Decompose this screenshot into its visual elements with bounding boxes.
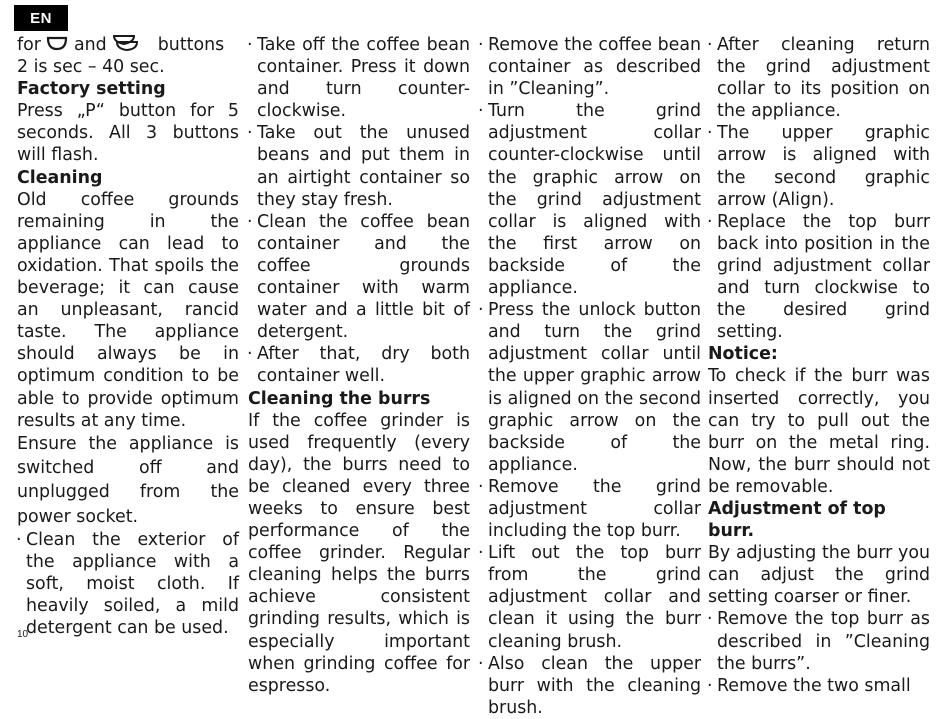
column-3 xyxy=(479,34,701,719)
text-for: for xyxy=(17,35,41,55)
list-item: · Clean the coffee bean container and the coffee grounds container with warm water and a little bit of detergent. xyxy=(248,211,470,344)
list-item: · Replace the top burr back into position in the grind adjustment collar and turn clockwise to the desired grind setting. xyxy=(708,211,930,344)
language-tab: EN xyxy=(14,5,68,31)
button-time-line xyxy=(17,34,239,56)
factory-setting-heading: Factory setting xyxy=(17,79,166,100)
factory-setting-text: Press „P“ button for 5 seconds. All 3 buttons will flash. xyxy=(17,101,239,166)
list-item: · Also clean the upper burr with the cleaning brush. xyxy=(479,653,701,719)
text-and: and xyxy=(73,35,107,55)
list-item: · Take off the coffee bean container. Press it down and turn counter-clockwise. xyxy=(248,34,470,122)
column-2 xyxy=(248,34,470,697)
list-item: · Remove the top burr as described in ”Cleaning the burrs”. xyxy=(708,608,930,674)
column-4 xyxy=(708,34,930,697)
list-item: · Remove the two small xyxy=(708,675,930,697)
list-item: · After cleaning return the grind adjustment collar to its position on the appliance. xyxy=(708,34,930,122)
list-item: · The upper graphic arrow is aligned with the second graphic arrow (Align). xyxy=(708,122,930,210)
double-cup-icon xyxy=(112,34,140,52)
cleaning-burrs-text: If the coffee grinder is used frequently (every day), the burrs need to be cleaned every three weeks to ensure best performance of the coffee grinder. Regular cleaning helps the burrs achieve consistent grinding results, which is especially important when grinding coffee for espresso. xyxy=(248,410,470,696)
text-buttons: buttons xyxy=(157,35,225,55)
list-item: · Turn the grind adjustment collar counter-clockwise until the graphic arrow on the grind adjustment collar is aligned with the first arrow on backside of the appliance. xyxy=(479,100,701,299)
list-item: · Remove the coffee bean container as described in ”Cleaning”. xyxy=(479,34,701,100)
list-item: · After that, dry both container well. xyxy=(248,343,470,387)
list-item: · Press the unlock button and turn the grind adjustment collar until the upper graphic arrow is aligned on the second graphic arrow on the backside of the appliance. xyxy=(479,299,701,476)
list-item: · Take out the unused beans and put them in an airtight container so they stay fresh. xyxy=(248,122,470,210)
col2-bullets xyxy=(248,34,470,388)
cup-icon xyxy=(46,36,68,52)
cleaning-heading: Cleaning xyxy=(17,167,103,188)
notice-text: To check if the burr was inserted correctly, you can try to pull out the burr on the metal ring. Now, the burr should not be removable. xyxy=(708,366,930,497)
page-number: 10 xyxy=(17,629,29,640)
col1-bullets xyxy=(17,529,239,639)
list-item: · Lift out the top burr from the grind adjustment collar and clean it using the burr cleaning brush. xyxy=(479,542,701,652)
col4-bullets xyxy=(708,34,930,343)
cleaning-text: Old coffee grounds remaining in the appliance can lead to oxidation. That spoils the beverage; it can cause an unpleasant, rancid taste. The appliance should always be in optimum condition to be able to provide optimum results at any time. xyxy=(17,189,239,431)
list-item: · Clean the exterior of the appliance with a soft, moist cloth. If heavily soiled, a mild detergent can be used. xyxy=(17,529,239,639)
adjustment-text: By adjusting the burr you can adjust the grind setting coarser or finer. xyxy=(708,543,930,608)
col4-bullets-2 xyxy=(708,608,930,696)
notice-heading: Notice: xyxy=(708,344,778,365)
cleaning-burrs-heading: Cleaning the burrs xyxy=(248,388,431,409)
adjustment-heading: Adjustment of top burr. xyxy=(708,498,886,542)
col3-bullets xyxy=(479,34,701,719)
ensure-text: Ensure the appliance is switched off and unplugged from the power socket. xyxy=(17,433,239,527)
time-range: 2 is sec – 40 sec. xyxy=(17,57,165,78)
column-1 xyxy=(17,34,239,639)
list-item: · Remove the grind adjustment collar including the top burr. xyxy=(479,476,701,542)
